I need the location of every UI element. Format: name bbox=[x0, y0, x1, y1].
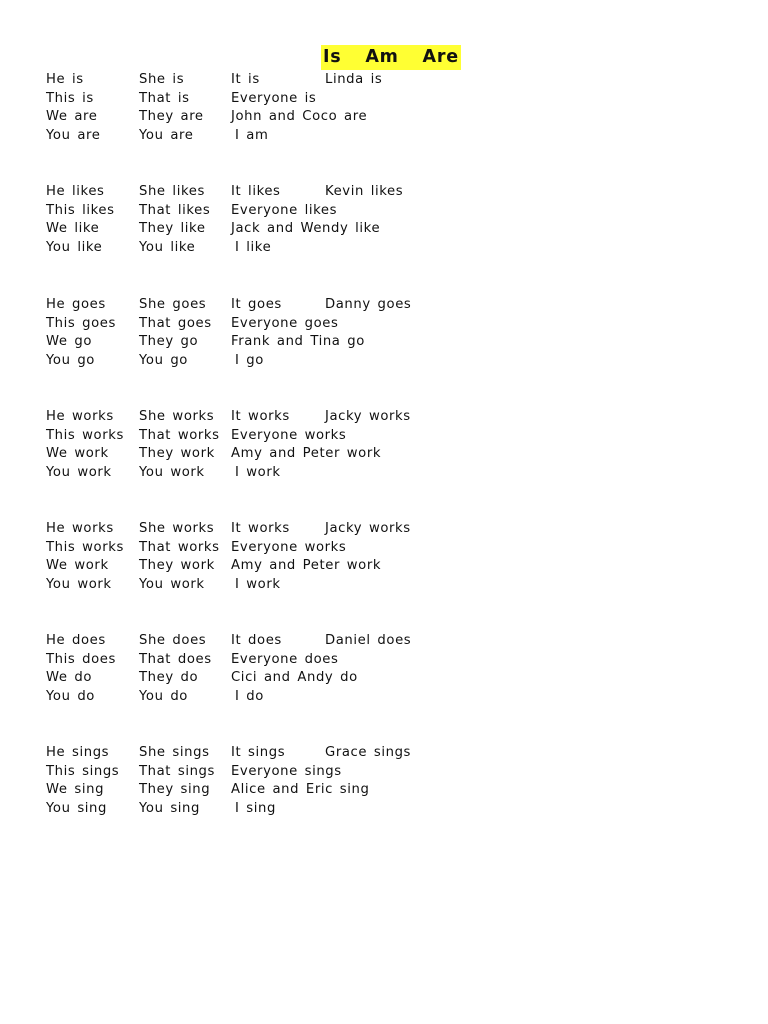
verb-block bbox=[46, 520, 466, 595]
verb-row bbox=[46, 183, 466, 202]
verb-phrase: You work bbox=[139, 465, 205, 481]
verb-block bbox=[46, 744, 466, 819]
verb-phrase: Everyone sings bbox=[231, 763, 342, 779]
verb-phrase: Everyone works bbox=[231, 539, 347, 555]
verb-row bbox=[46, 315, 466, 334]
verb-row bbox=[46, 202, 466, 221]
verb-phrase: It likes bbox=[231, 184, 281, 199]
verb-phrase: This works bbox=[46, 539, 124, 555]
verb-phrase: He is bbox=[46, 72, 84, 87]
verb-row bbox=[46, 688, 466, 707]
verb-phrase: It works bbox=[231, 521, 290, 536]
verb-phrase: You are bbox=[139, 128, 194, 144]
verb-phrase: I go bbox=[235, 353, 264, 369]
verb-phrase: We are bbox=[46, 109, 98, 125]
verb-phrase: She does bbox=[139, 633, 207, 648]
verb-row bbox=[46, 408, 466, 427]
verb-phrase: Everyone works bbox=[231, 427, 347, 443]
verb-phrase: You sing bbox=[46, 801, 107, 817]
verb-phrase: They are bbox=[139, 109, 204, 125]
verb-phrase: Daniel does bbox=[325, 633, 412, 648]
verb-row bbox=[46, 90, 466, 109]
verb-phrase: This works bbox=[46, 427, 124, 443]
verb-row bbox=[46, 576, 466, 595]
verb-phrase: It sings bbox=[231, 745, 286, 760]
verb-row bbox=[46, 520, 466, 539]
verb-phrase: You like bbox=[139, 240, 196, 256]
verb-phrase: He sings bbox=[46, 745, 110, 760]
verb-phrase: That goes bbox=[139, 315, 212, 331]
verb-phrase: I sing bbox=[235, 801, 276, 817]
verb-block bbox=[46, 408, 466, 483]
verb-phrase: He likes bbox=[46, 184, 105, 199]
page-title: Is Am Are bbox=[321, 45, 461, 70]
verb-phrase: Alice and Eric sing bbox=[231, 782, 370, 798]
verb-row bbox=[46, 632, 466, 651]
verb-phrase: Everyone goes bbox=[231, 315, 339, 331]
verb-phrase: This is bbox=[46, 90, 94, 106]
verb-phrase: He works bbox=[46, 521, 114, 536]
verb-phrase: Amy and Peter work bbox=[231, 446, 382, 462]
verb-phrase: They work bbox=[139, 446, 215, 462]
verb-phrase: She is bbox=[139, 72, 185, 87]
verb-row bbox=[46, 651, 466, 670]
verb-phrase: She likes bbox=[139, 184, 205, 199]
verb-phrase: Frank and Tina go bbox=[231, 334, 365, 350]
verb-phrase: I work bbox=[235, 577, 281, 593]
verb-phrase: That works bbox=[139, 539, 220, 555]
verb-phrase: You go bbox=[139, 353, 188, 369]
verb-phrase: Jack and Wendy like bbox=[231, 221, 381, 237]
verb-phrase: She sings bbox=[139, 745, 210, 760]
verb-row bbox=[46, 71, 466, 90]
verb-row bbox=[46, 744, 466, 763]
verb-phrase: Jacky works bbox=[325, 409, 411, 424]
verb-phrase: You are bbox=[46, 128, 101, 144]
verb-row bbox=[46, 669, 466, 688]
verb-phrase: You do bbox=[46, 689, 95, 705]
verb-phrase: This goes bbox=[46, 315, 116, 331]
verb-row bbox=[46, 539, 466, 558]
verb-row bbox=[46, 333, 466, 352]
verb-row bbox=[46, 127, 466, 146]
verb-row bbox=[46, 296, 466, 315]
verb-phrase: I work bbox=[235, 465, 281, 481]
verb-phrase: It works bbox=[231, 409, 290, 424]
verb-phrase: You work bbox=[46, 465, 112, 481]
verb-row bbox=[46, 557, 466, 576]
verb-phrase: You work bbox=[139, 577, 205, 593]
verb-phrase: We do bbox=[46, 670, 93, 686]
verb-phrase: This does bbox=[46, 651, 116, 667]
verb-phrase: That sings bbox=[139, 763, 215, 779]
verb-row bbox=[46, 108, 466, 127]
verb-phrase: It is bbox=[231, 72, 260, 87]
verb-phrase: We sing bbox=[46, 782, 105, 798]
verb-phrase: You sing bbox=[139, 801, 200, 817]
verb-phrase: You go bbox=[46, 353, 95, 369]
verb-phrase: It does bbox=[231, 633, 282, 648]
verb-block bbox=[46, 296, 466, 371]
verb-phrase: You like bbox=[46, 240, 103, 256]
verb-phrase: Kevin likes bbox=[325, 184, 404, 199]
verb-phrase: I like bbox=[235, 240, 272, 256]
verb-phrase: John and Coco are bbox=[231, 109, 368, 125]
verb-phrase: You work bbox=[46, 577, 112, 593]
verb-phrase: They work bbox=[139, 558, 215, 574]
verb-phrase: They do bbox=[139, 670, 199, 686]
verb-phrase: They go bbox=[139, 334, 199, 350]
verb-phrase: Amy and Peter work bbox=[231, 558, 382, 574]
verb-phrase: That likes bbox=[139, 202, 211, 218]
verb-phrase: She goes bbox=[139, 297, 207, 312]
verb-row bbox=[46, 800, 466, 819]
verb-row bbox=[46, 427, 466, 446]
verb-phrase: Linda is bbox=[325, 72, 383, 87]
verb-phrase: That works bbox=[139, 427, 220, 443]
verb-phrase: I do bbox=[235, 689, 264, 705]
verb-phrase: This sings bbox=[46, 763, 120, 779]
verb-phrase: You do bbox=[139, 689, 188, 705]
verb-row bbox=[46, 763, 466, 782]
verb-phrase: We like bbox=[46, 221, 100, 237]
verb-phrase: Cici and Andy do bbox=[231, 670, 358, 686]
verb-row bbox=[46, 220, 466, 239]
verb-phrase: Everyone is bbox=[231, 90, 317, 106]
verb-phrase: Grace sings bbox=[325, 745, 412, 760]
verb-phrase: He works bbox=[46, 409, 114, 424]
verb-phrase: We work bbox=[46, 446, 109, 462]
verb-phrase: We work bbox=[46, 558, 109, 574]
verb-phrase: They sing bbox=[139, 782, 211, 798]
verb-phrase: She works bbox=[139, 409, 215, 424]
verb-phrase: It goes bbox=[231, 297, 282, 312]
verb-block bbox=[46, 71, 466, 146]
verb-phrase: This likes bbox=[46, 202, 115, 218]
verb-phrase: That is bbox=[139, 90, 190, 106]
verb-phrase: They like bbox=[139, 221, 206, 237]
verb-phrase: We go bbox=[46, 334, 93, 350]
verb-phrase: Danny goes bbox=[325, 297, 412, 312]
verb-row bbox=[46, 239, 466, 258]
verb-block bbox=[46, 632, 466, 707]
verb-row bbox=[46, 352, 466, 371]
verb-block bbox=[46, 183, 466, 258]
verb-phrase: Jacky works bbox=[325, 521, 411, 536]
verb-phrase: He does bbox=[46, 633, 106, 648]
verb-phrase: Everyone does bbox=[231, 651, 339, 667]
verb-row bbox=[46, 464, 466, 483]
verb-phrase: He goes bbox=[46, 297, 106, 312]
verb-phrase: I am bbox=[235, 128, 269, 144]
verb-phrase: Everyone likes bbox=[231, 202, 338, 218]
verb-row bbox=[46, 445, 466, 464]
verb-phrase: She works bbox=[139, 521, 215, 536]
verb-phrase: That does bbox=[139, 651, 212, 667]
verb-row bbox=[46, 781, 466, 800]
